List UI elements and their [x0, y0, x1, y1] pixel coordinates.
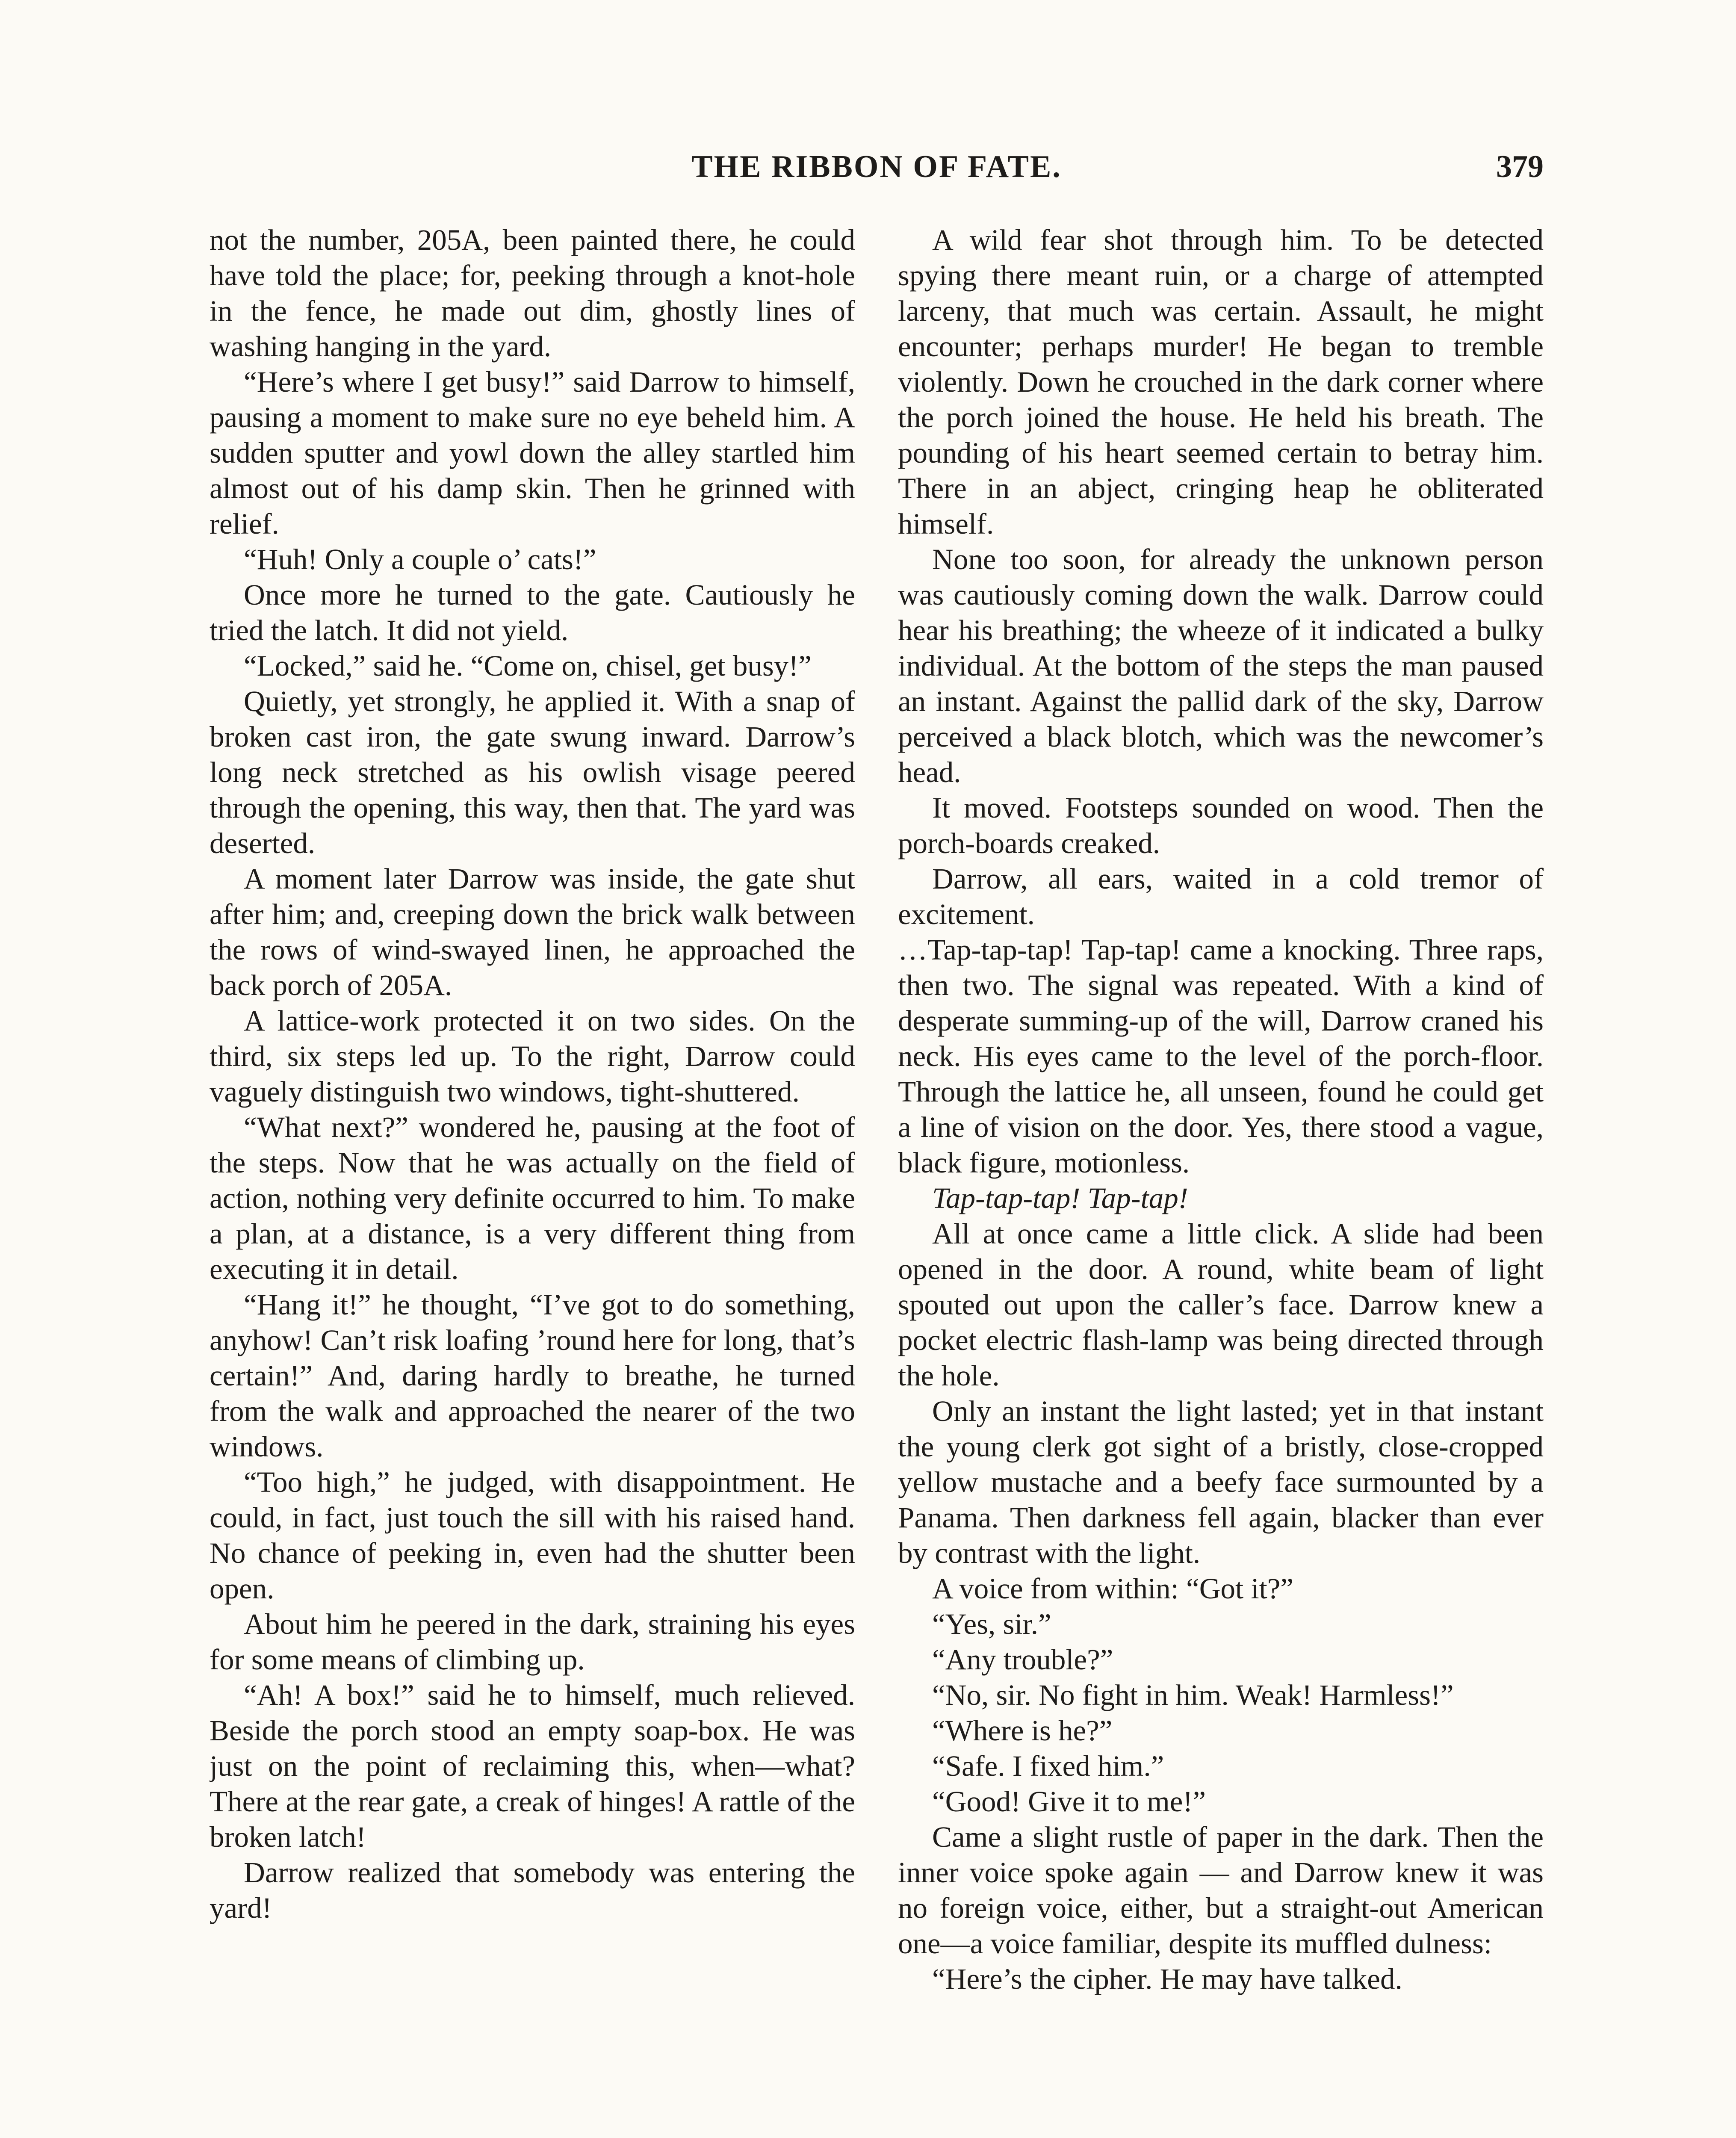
paragraph: A lattice-work protected it on two sides. On the third, six steps led up. To the right, Darrow could vaguely distinguish two windows, tight-shuttered.	[210, 1004, 855, 1108]
paragraph: About him he peered in the dark, straining his eyes for some means of climbing up.	[210, 1608, 855, 1676]
paragraph: A moment later Darrow was inside, the gate shut after him; and, creeping down the brick walk between the rows of wind-swayed linen, he approached the back porch of 205A.	[210, 862, 855, 1001]
paragraph: …Tap-tap-tap! Tap-tap! came a knocking. Three raps, then two. The signal was repeated. With a kind of desperate summing-up of the will, Darrow craned his neck. His eyes came to the level of the porch-floor. Through the lattice he, all unseen, found he could get a line of vision on the door. Yes, there stood a vague, black figure, motionless.	[898, 933, 1544, 1179]
page-number: 379	[1496, 149, 1544, 184]
paragraph: All at once came a little click. A slide had been opened in the door. A round, white beam of light spouted out upon the caller’s face. Darrow knew a pocket electric flash-lamp was being directed through the hole.	[898, 1217, 1544, 1392]
paragraph: “Where is he?”	[932, 1714, 1113, 1747]
paragraph: not the number, 205A, been painted there, he could have told the place; for, peeking through a knot-hole in the fence, he made out dim, ghostly lines of washing hanging in the yard.	[210, 224, 855, 363]
right-column	[898, 222, 1544, 2138]
italic-text: Tap-tap-tap! Tap-tap!	[932, 1182, 1188, 1214]
left-column	[210, 222, 855, 2138]
paragraph: “Locked,” said he. “Come on, chisel, get busy!”	[244, 650, 812, 682]
paragraph: “Huh! Only a couple o’ cats!”	[244, 543, 596, 576]
paragraph: “Good! Give it to me!”	[932, 1785, 1206, 1818]
paragraph: “Too high,” he judged, with disappointment. He could, in fact, just touch the sill with his raised hand. No chance of peeking in, even had the shutter been open.	[210, 1466, 855, 1605]
paragraph: “Any trouble?”	[932, 1643, 1113, 1676]
paragraph: “Ah! A box!” said he to himself, much relieved. Beside the porch stood an empty soap-box. He was just on the point of reclaiming this, when—what? There at the rear gate, a creak of hinges! A rattle of the broken latch!	[210, 1679, 855, 1853]
paragraph: None too soon, for already the unknown person was cautiously coming down the walk. Darrow could hear his breathing; the wheeze of it indicated a bulky individual. At the bottom of the steps the man paused an instant. Against the pallid dark of the sky, Darrow perceived a black blotch, which was the newcomer’s head.	[898, 543, 1544, 788]
paragraph: “What next?” wondered he, pausing at the foot of the steps. Now that he was actually on the field of action, nothing very definite occurred to him. To make a plan, at a distance, is a very different thing from executing it in detail.	[210, 1111, 855, 1285]
running-title: THE RIBBON OF FATE.	[691, 149, 1062, 184]
paragraph: “Yes, sir.”	[932, 1608, 1051, 1640]
paragraph: Only an instant the light lasted; yet in that instant the young clerk got sight of a bristly, close-cropped yellow mustache and a beefy face surmounted by a Panama. Then darkness fell again, blacker than ever by contrast with the light.	[898, 1395, 1544, 1569]
paragraph: “Safe. I fixed him.”	[932, 1750, 1164, 1782]
paragraph: Darrow, all ears, waited in a cold tremor of excitement.	[898, 862, 1544, 930]
paragraph-italic-knocking	[898, 1181, 1544, 1216]
paragraph: It moved. Footsteps sounded on wood. Then the porch-boards creaked.	[898, 791, 1544, 859]
paragraph: Once more he turned to the gate. Cautiously he tried the latch. It did not yield.	[210, 579, 855, 647]
paragraph: “Here’s where I get busy!” said Darrow to himself, pausing a moment to make sure no eye beheld him. A sudden sputter and yowl down the alley startled him almost out of his damp skin. Then he grinned with relief.	[210, 366, 855, 540]
paragraph: Quietly, yet strongly, he applied it. With a snap of broken cast iron, the gate swung inward. Darrow’s long neck stretched as his owlish visage peered through the opening, this way, then that. The yard was deserted.	[210, 685, 855, 859]
paragraph: “Here’s the cipher. He may have talked.	[932, 1963, 1402, 1995]
paragraph: Darrow realized that somebody was entering the yard!	[210, 1856, 855, 1924]
paragraph: A wild fear shot through him. To be detected spying there meant ruin, or a charge of attempted larceny, that much was certain. Assault, he might encounter; perhaps murder! He began to tremble violently. Down he crouched in the dark corner where the porch joined the house. He held his breath. The pounding of his heart seemed certain to betray him. There in an abject, cringing heap he obliterated himself.	[898, 224, 1544, 540]
paragraph: “No, sir. No fight in him. Weak! Harmless!”	[932, 1679, 1454, 1711]
paragraph: A voice from within: “Got it?”	[932, 1572, 1294, 1605]
paragraph: “Hang it!” he thought, “I’ve got to do something, anyhow! Can’t risk loafing ’round here for long, that’s certain!” And, daring hardly to breathe, he turned from the walk and approached the nearer of the two windows.	[210, 1288, 855, 1463]
page-header	[210, 141, 1544, 192]
paragraph: Came a slight rustle of paper in the dark. Then the inner voice spoke again — and Darrow knew it was no foreign voice, either, but a straight-out American one—a voice familiar, despite its muffled dulness:	[898, 1821, 1544, 1960]
